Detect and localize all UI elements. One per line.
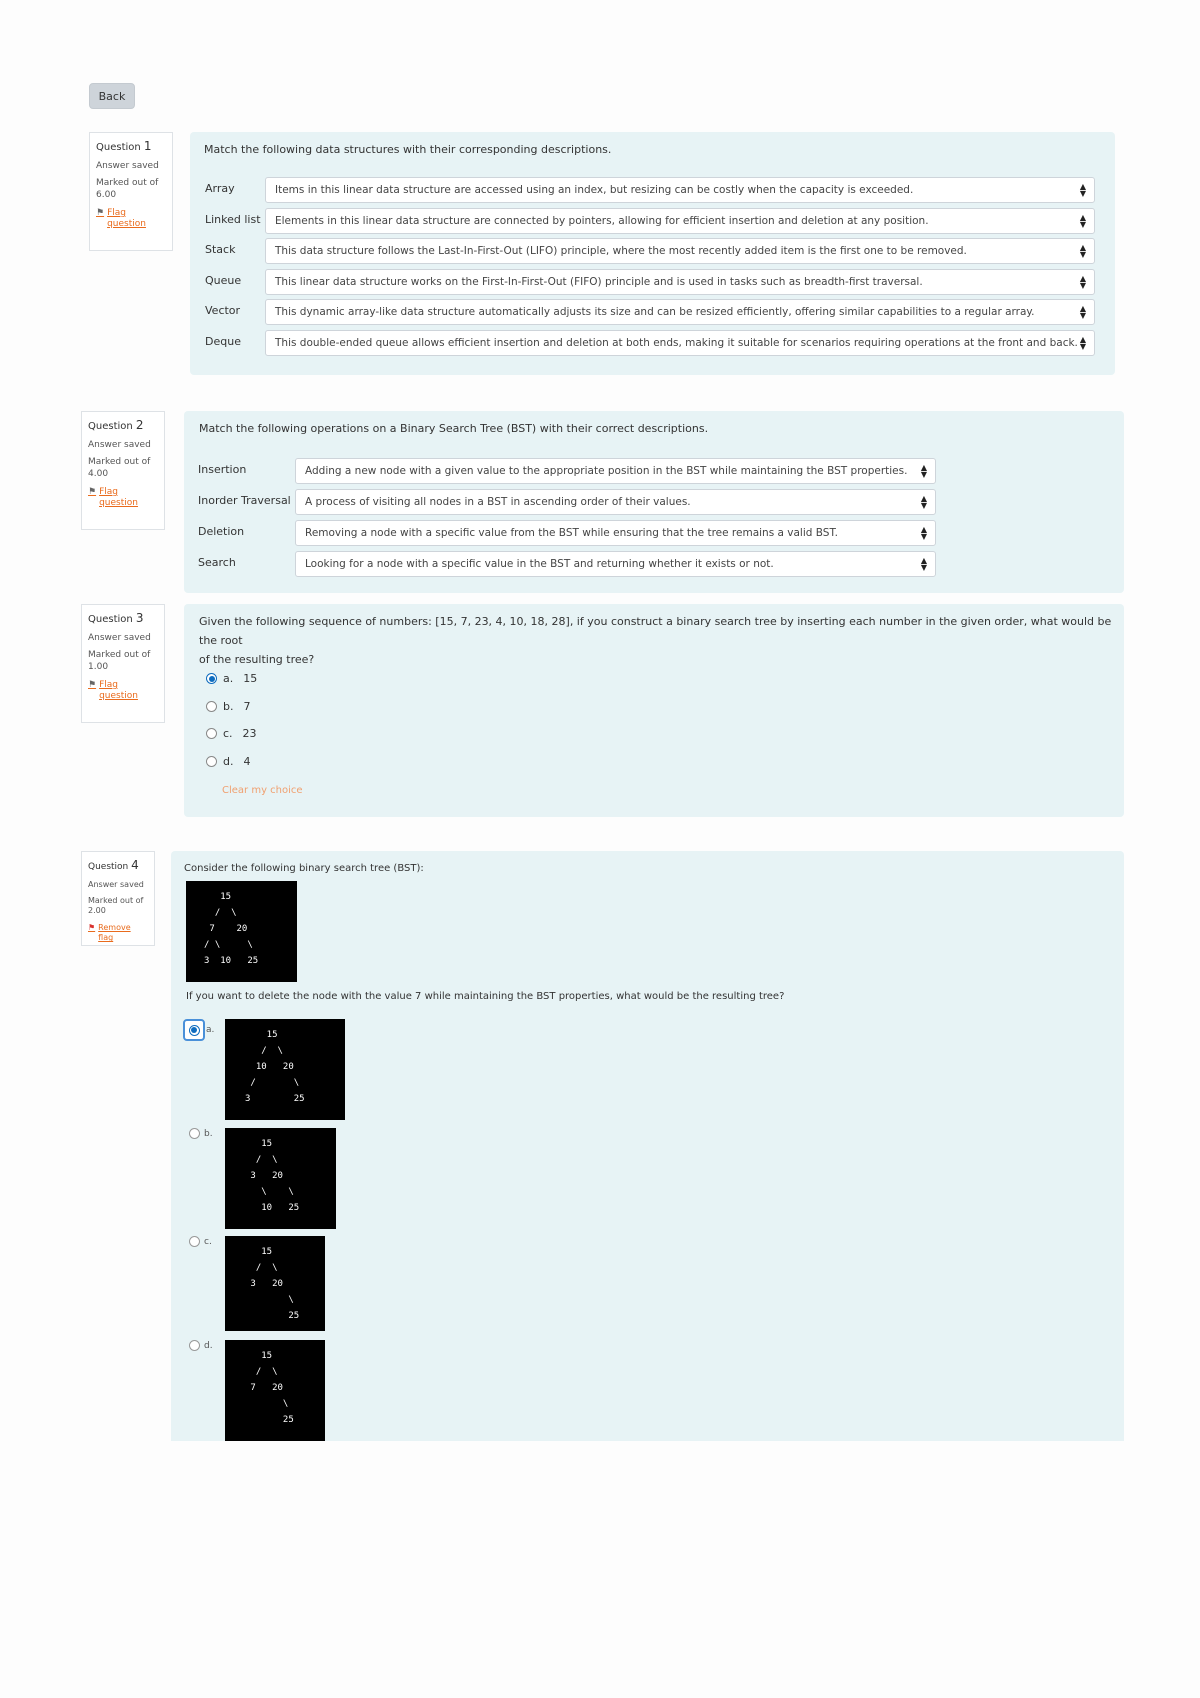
select-caret-icon: ▲ ▼ <box>920 494 927 510</box>
question-state: Answer saved <box>88 879 144 889</box>
match-select-value: This dynamic array-like data structure automatically adjusts its size and can be resized efficiently, offering similar capabilities to a regular array. <box>275 306 1035 318</box>
match-select[interactable] <box>295 458 936 484</box>
match-select[interactable] <box>265 330 1095 356</box>
match-select-value: Looking for a node with a specific value in the BST and returning whether it exists or not. <box>305 558 774 570</box>
question-number: Question 2 <box>88 418 144 432</box>
select-caret-icon: ▲ ▼ <box>1079 334 1086 351</box>
question-number: Question 1 <box>96 139 152 153</box>
match-select-value: This data structure follows the Last-In-First-Out (LIFO) principle, where the most recently added item is the first one to be removed. <box>275 245 967 257</box>
match-select[interactable] <box>265 269 1095 295</box>
match-select-value: Elements in this linear data structure are connected by pointers, allowing for efficient insertion and deletion at any position. <box>275 214 929 227</box>
match-select-value: This double-ended queue allows efficient insertion and deletion at both ends, making it suitable for scenarios requiring operations at the front and back. <box>275 336 1078 349</box>
answer-option[interactable] <box>183 1340 213 1351</box>
radio-button[interactable] <box>189 1236 200 1247</box>
question-text: Given the following sequence of numbers: [15, 7, 23, 4, 10, 18, 28], if you construct a binary search tree by inserting each number in the given order, what would be the root of the resulting tree? <box>199 615 1112 666</box>
match-label: Inorder Traversal <box>198 494 291 507</box>
select-caret-icon: ▲ ▼ <box>1079 243 1086 259</box>
flag-question-link[interactable]: ⚑ Flag question <box>88 486 138 509</box>
question-text: Match the following operations on a Binary Search Tree (BST) with their correct descriptions. <box>199 422 709 435</box>
match-select[interactable] <box>295 551 936 577</box>
radio-button[interactable] <box>189 1340 200 1351</box>
match-select[interactable] <box>265 208 1095 234</box>
question-text: Match the following data structures with their corresponding descriptions. <box>204 143 612 156</box>
radio-button[interactable] <box>206 673 217 684</box>
match-select[interactable] <box>295 520 936 546</box>
option-letter: c. <box>204 1236 212 1247</box>
option-value: 4 <box>243 754 251 768</box>
option-value: 23 <box>242 727 257 740</box>
tree-image-option: 15 / \ 7 20 \ 25 <box>225 1340 325 1441</box>
question-grade: Marked out of 4.00 <box>88 457 151 479</box>
match-select-value: Items in this linear data structure are accessed using an index, but resizing can be costly when the capacity is exceeded. <box>275 184 914 196</box>
question-3-info <box>81 604 165 723</box>
radio-button-focused[interactable] <box>183 1019 205 1041</box>
option-value: 7 <box>243 699 251 713</box>
question-1-info <box>89 132 173 251</box>
question-3-content <box>184 604 1124 817</box>
match-select[interactable] <box>295 489 936 515</box>
match-select-value: This linear data structure works on the First-In-First-Out (FIFO) principle and is used in tasks such as breadth-first traversal. <box>275 275 923 288</box>
question-state: Answer saved <box>88 439 151 450</box>
radio-button[interactable] <box>189 1128 200 1139</box>
question-number: Question 3 <box>88 611 144 625</box>
match-label: Search <box>198 556 236 569</box>
flag-question-link[interactable]: ⚑ Flag question <box>96 207 146 230</box>
select-caret-icon: ▲ ▼ <box>1079 212 1086 229</box>
option-letter: b. <box>223 699 234 713</box>
question-state: Answer saved <box>88 632 151 643</box>
match-label: Insertion <box>198 463 247 476</box>
question-grade: Marked out of 6.00 <box>96 178 159 200</box>
radio-button[interactable] <box>189 1025 200 1036</box>
match-label: Vector <box>205 304 241 317</box>
flag-icon: ⚑ <box>88 679 97 690</box>
back-button[interactable]: Back <box>89 83 135 109</box>
option-letter: d. <box>204 1340 213 1351</box>
tree-image-option: 15 / \ 3 20 \ 25 <box>225 1236 325 1331</box>
tree-image-main: 15 / \ 7 20 / \ \ 3 10 25 <box>186 881 297 982</box>
match-select-value: Removing a node with a specific value from the BST while ensuring that the tree remains a valid BST. <box>305 527 838 539</box>
question-subtext: If you want to delete the node with the value 7 while maintaining the BST properties, what would be the resulting tree? <box>186 991 785 1002</box>
option-letter: b. <box>204 1128 213 1139</box>
radio-button[interactable] <box>206 728 217 739</box>
option-value: 15 <box>243 672 258 685</box>
question-4-content <box>171 851 1124 1441</box>
question-1-content <box>190 132 1115 375</box>
answer-option[interactable] <box>206 727 257 740</box>
select-caret-icon: ▲ ▼ <box>920 463 927 479</box>
option-letter: a. <box>206 1025 215 1035</box>
answer-option[interactable] <box>183 1236 212 1247</box>
select-caret-icon: ▲ ▼ <box>920 556 927 572</box>
remove-flag-link[interactable]: ⚑ Remove flag <box>88 922 131 943</box>
match-label: Stack <box>205 243 236 256</box>
match-label: Array <box>205 182 235 195</box>
match-select[interactable] <box>265 238 1095 264</box>
answer-option[interactable] <box>183 1019 214 1041</box>
flag-icon: ⚑ <box>88 486 97 497</box>
question-number: Question 4 <box>88 858 139 872</box>
answer-option[interactable] <box>206 755 250 768</box>
answer-option[interactable] <box>206 700 250 713</box>
option-letter: c. <box>223 727 233 740</box>
question-grade: Marked out of 1.00 <box>88 650 151 672</box>
tree-image-option: 15 / \ 3 20 \ \ 10 25 <box>225 1128 336 1229</box>
answer-option[interactable] <box>206 672 257 685</box>
question-text: Consider the following binary search tree (BST): <box>184 863 424 874</box>
match-label: Linked list <box>205 212 261 226</box>
flag-icon: ⚑ <box>88 922 96 932</box>
radio-button[interactable] <box>206 701 217 712</box>
radio-button[interactable] <box>206 756 217 767</box>
match-select[interactable] <box>265 177 1095 203</box>
flag-question-link[interactable]: ⚑ Flag question <box>88 679 138 702</box>
select-caret-icon: ▲ ▼ <box>1079 304 1086 320</box>
question-grade: Marked out of 2.00 <box>88 896 144 916</box>
question-2-info <box>81 411 165 530</box>
match-label: Deque <box>205 334 241 348</box>
flag-icon: ⚑ <box>96 207 105 218</box>
match-select-value: A process of visiting all nodes in a BST in ascending order of their values. <box>305 496 691 508</box>
match-label: Queue <box>205 273 242 287</box>
tree-image-option: 15 / \ 10 20 / \ 3 25 <box>225 1019 345 1120</box>
option-letter: a. <box>223 672 234 685</box>
match-label: Deletion <box>198 525 245 538</box>
question-2-content <box>184 411 1124 593</box>
question-4-info <box>81 851 155 946</box>
question-state: Answer saved <box>96 160 159 171</box>
match-select[interactable] <box>265 299 1095 325</box>
select-caret-icon: ▲ ▼ <box>1079 273 1086 290</box>
select-caret-icon: ▲ ▼ <box>920 525 927 541</box>
answer-option[interactable] <box>183 1128 213 1139</box>
option-letter: d. <box>223 754 234 768</box>
select-caret-icon: ▲ ▼ <box>1079 182 1086 198</box>
clear-choice-link[interactable]: Clear my choice <box>222 785 303 796</box>
match-select-value: Adding a new node with a given value to the appropriate position in the BST while maintaining the BST properties. <box>305 465 908 477</box>
